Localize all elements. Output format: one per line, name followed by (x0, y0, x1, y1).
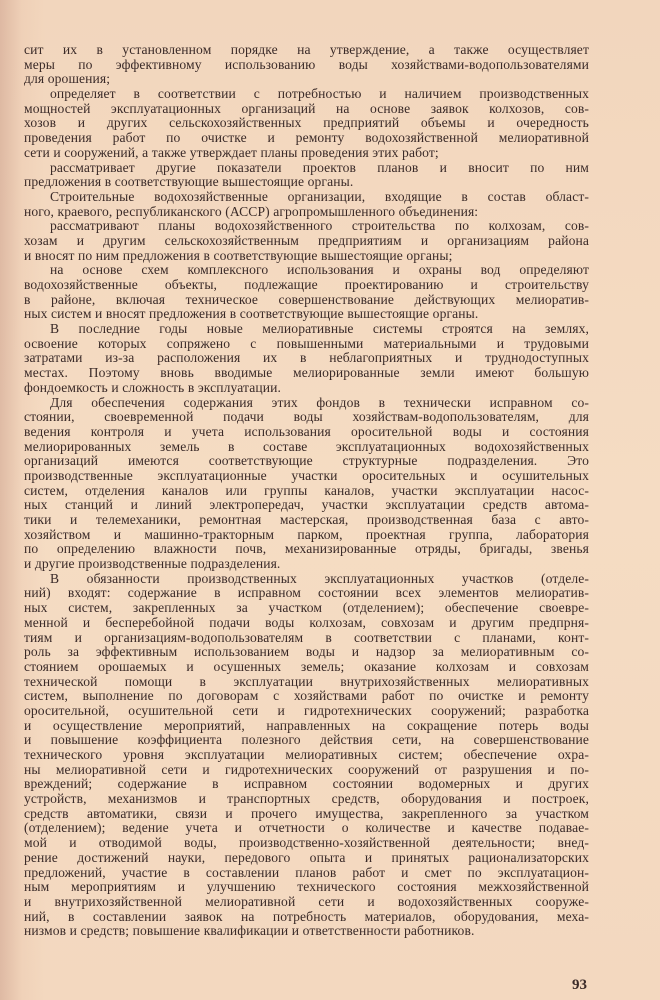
text-line: тики и телемеханики, ремонтная мастерская, производственная база с авто- (24, 512, 589, 527)
paragraph (24, 322, 589, 395)
text-line: хозяйством и машинно-тракторным парком, проектная группа, лаборатория (24, 526, 589, 542)
text-line: устройств, механизмов и транспортных средств, оборудования и построек, (24, 791, 589, 807)
text-line: и внутрихозяйственной мелиоративной сети и водохозяйственных сооруже- (24, 893, 589, 909)
paragraph (24, 43, 589, 87)
text-line: затратами из-за расположения их в неблагоприятных и труднодоступных (24, 350, 589, 366)
text-line: хозов и других сельскохозяйственных предприятий объемы и очередность (24, 115, 589, 131)
text-line: ведения контроля и учета использования оросительной воды и состояния (24, 423, 589, 439)
text-line: и осуществление мероприятий, направленных на сокращение потерь воды (24, 717, 589, 733)
text-line: ного, краевого, республиканского (АССР) агропромышленного объединения: (24, 203, 479, 219)
text-line: ний, в составлении заявок на потребность материалов, оборудования, меха- (24, 908, 589, 924)
text-line: фондоемкость и сложность в эксплуатации. (24, 379, 282, 395)
paragraph (24, 190, 589, 219)
text-line: ных станций и линий электропередач, участки эксплуатации средств автома- (24, 497, 589, 513)
text-line: технической помощи в эксплуатации внутрихозяйственных мелиоративных (24, 673, 589, 689)
text-line: ных систем и вносят предложения в соответствующие вышестоящие органы. (24, 306, 479, 322)
text-line: рассматривают планы водохозяйственного строительства по колхозам, сов- (50, 218, 589, 234)
text-line: производственные эксплуатационные участки оросительных и осушительных (24, 467, 589, 483)
text-line: оросительной, осушительной сети и гидротехнических сооружений; разработка (24, 702, 589, 718)
text-line: и повышение коэффициента полезного действия сети, на совершенствование (24, 732, 589, 748)
paragraph (24, 161, 589, 190)
text-line: мелиорированных земель в составе эксплуатационных водохозяйственных (24, 438, 589, 454)
text-line: ны мелиоративной сети и гидротехнических сооружений от разрушения и по- (24, 761, 589, 777)
text-line: рение достижений науки, передового опыта и принятых рационализаторских (24, 849, 589, 865)
text-line: на основе схем комплексного использования и охраны вод определяют (50, 262, 589, 278)
text-line: предложения в соответствующие вышестоящие органы. (24, 174, 354, 190)
page-number: 93 (572, 977, 587, 993)
text-line: в районе, включая техническое совершенствование действующих мелиоратив- (24, 291, 589, 307)
text-line: ным мероприятиям и улучшению технического состояния межхозяйственной (24, 879, 589, 895)
paragraph (24, 219, 589, 263)
text-line: рассматривает другие показатели проектов планов и вносит по ним (50, 159, 589, 175)
text-line: Для обеспечения содержания этих фондов в технически исправном со- (50, 394, 589, 410)
text-line: роль за эффективным использованием воды и надзор за мелиоративным со- (24, 644, 589, 660)
text-line: ний) входят: содержание в исправном состоянии всех элементов мелиоратив- (24, 585, 589, 601)
text-line: сит их в установленном порядке на утверждение, а также осуществляет (24, 42, 589, 57)
text-line: менной и бесперебойной подачи воды колхозам, совхозам и другим предпрня- (24, 614, 589, 630)
text-line: стоянием орошаемых и осушенных земель; оказание колхозам и совхозам (24, 658, 589, 674)
text-line: (отделением); ведение учета и отчетности о количестве и качестве подавае- (24, 820, 589, 836)
text-line: В обязанности производственных эксплуатационных участков (отделе- (50, 570, 589, 586)
text-line: тиям и организациям-водопользователям в соответствии с планами, конт- (24, 629, 589, 645)
text-line: организаций имеются соответствующие структурные подразделения. Это (24, 453, 589, 469)
text-line: местах. Поэтому вновь вводимые мелиорированные земли имеют большую (24, 365, 589, 381)
text-line: и другие производственные подразделения. (24, 556, 281, 572)
text-line: средств автоматики, связи и прочего имущества, закрепленного за участком (24, 805, 589, 821)
text-line: систем, выполнение по договорам с хозяйствами работ по очистке и ремонту (24, 688, 589, 704)
text-line: предложений, участие в составлении планов работ и смет по эксплуатацион- (24, 864, 589, 880)
text-line: стоянии, своевременной подачи воды хозяйствам-водопользователям, для (24, 409, 589, 425)
paragraph (24, 263, 589, 322)
text-line: хозам и другим сельскохозяйственным предприятиям и организациям района (24, 232, 589, 248)
paragraph (24, 87, 589, 160)
text-line: водохозяйственные объекты, подлежащие проектированию и строительству (24, 277, 589, 292)
text-line: освоение которых сопряжено с повышенными материальными и трудовыми (24, 335, 589, 351)
text-line: мой и отводимой воды, производственно-хозяйственной деятельности; внед- (24, 835, 589, 851)
text-line: систем, отделения каналов или группы каналов, участки эксплуатации насос- (24, 482, 589, 498)
text-line: сети и сооружений, а также утверждает планы проведения этих работ; (24, 144, 439, 160)
text-line: ных систем, закрепленных за участком (отделением); обеспечение своевре- (24, 600, 589, 616)
text-line: В последние годы новые мелиоративные системы строятся на землях, (50, 321, 589, 337)
text-line: определяет в соответствии с потребностью и наличием производственных (50, 86, 589, 102)
paragraph (24, 396, 589, 572)
paragraph (24, 572, 589, 939)
text-line: низмов и средств; повышение квалификации и ответственности работников. (24, 923, 475, 939)
text-line: Строительные водохозяйственные организации, входящие в состав област- (50, 188, 589, 204)
text-line: мощностей эксплуатационных организаций на основе заявок колхозов, сов- (24, 100, 589, 116)
text-line: по определению влажности почв, механизированные отряды, бригады, звенья (24, 541, 589, 557)
text-line: меры по эффективному использованию воды хозяйствами-водопользователями (24, 56, 589, 72)
body-text (24, 43, 589, 939)
text-line: и вносят по ним предложения в соответствующие вышестоящие органы; (24, 247, 453, 263)
text-line: вреждений; содержание в исправном состоянии водомерных и других (24, 776, 589, 792)
text-line: технического уровня эксплуатации мелиоративных систем; обеспечение охра- (24, 747, 589, 762)
text-line: проведения работ по очистке и ремонту водохозяйственной мелиоративной (24, 130, 589, 146)
text-line: для орошения; (24, 71, 111, 87)
